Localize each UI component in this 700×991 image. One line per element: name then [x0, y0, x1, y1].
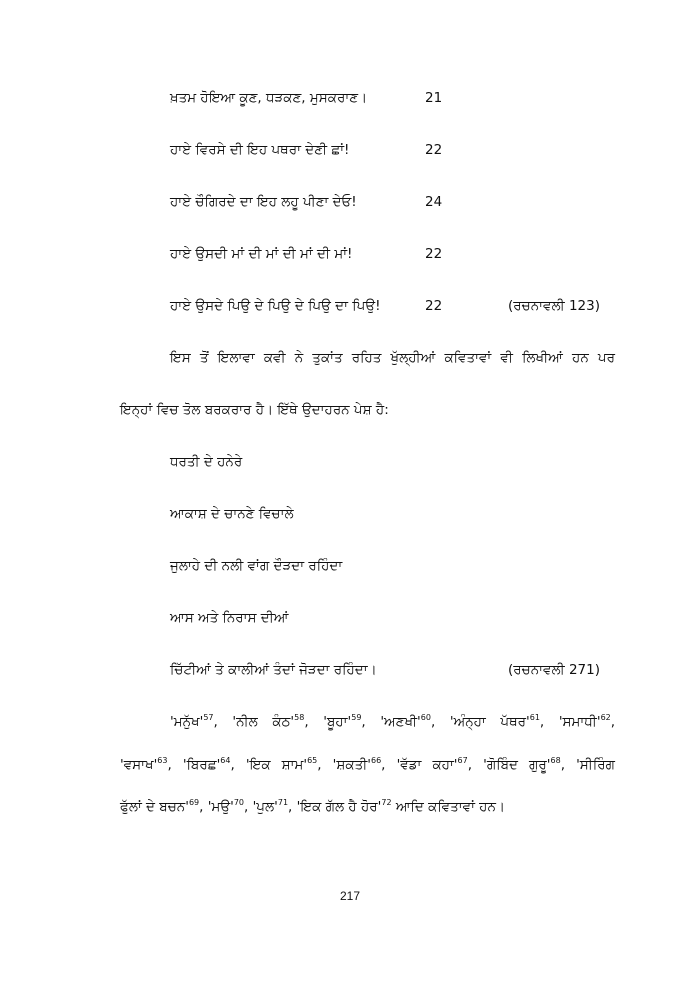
poem-title: 'ਬੂਹਾ' — [323, 714, 352, 730]
separator: , — [539, 714, 545, 730]
poem-title: 'ਸ਼ਕਤੀ' — [332, 757, 371, 773]
footnote-ref[interactable]: 72 — [381, 798, 392, 807]
footnote-ref[interactable]: 57 — [203, 713, 214, 722]
poem-title: 'ਨੀਲ ਕੰਠ' — [232, 714, 295, 730]
paragraph-line: ਇਸ ਤੋਂ ਇਲਾਵਾ ਕਵੀ ਨੇ ਤੁਕਾਂਤ ਰਹਿਤ ਖੁੱਲ੍ਹੀਆਂ ਕਵਿਤਾਵਾਂ ਵੀ ਲਿਖੀਆਂ ਹਨ ਪਰ — [170, 350, 615, 366]
citation: (ਰਚਨਾਵਲੀ 271) — [508, 662, 601, 678]
poem-line: ਆਕਾਸ਼ ਦੇ ਚਾਨਣੇ ਵਿਚਾਲੇ — [170, 506, 294, 522]
separator: , — [467, 757, 473, 773]
poem-title: 'ਗੋਬਿੰਦ ਗੁਰੂ' — [483, 757, 551, 773]
footnote-ref[interactable]: 58 — [294, 713, 305, 722]
separator: , — [213, 714, 218, 730]
footnote-ref[interactable]: 65 — [307, 756, 318, 765]
poem-line: ਖ਼ਤਮ ਹੋਇਆ ਕੂਣ, ਧੜਕਣ, ਮੁਸਕਰਾਣ। — [170, 90, 368, 106]
separator: , — [430, 714, 436, 730]
poem-title: 'ਅੰਨ੍ਹਾ ਪੱਥਰ' — [449, 714, 530, 730]
closing-text: ਆਦਿ ਕਵਿਤਾਵਾਂ ਹਨ। — [395, 799, 506, 815]
separator: , — [244, 799, 249, 815]
footnote-ref[interactable]: 63 — [157, 756, 168, 765]
footnote-ref[interactable]: 69 — [188, 798, 200, 807]
footnote-ref[interactable]: 66 — [370, 756, 382, 765]
syllable-count: 22 — [425, 298, 443, 314]
poem-line: ਆਸ ਅਤੇ ਨਿਰਾਸ ਦੀਆਂ — [170, 610, 289, 626]
separator: , — [381, 757, 386, 773]
poem-title: 'ਬਿਰਛ' — [182, 757, 221, 773]
separator: , — [288, 799, 293, 815]
footnote-ref[interactable]: 68 — [550, 756, 561, 765]
page-number: 217 — [339, 889, 361, 903]
separator: , — [199, 799, 204, 815]
paragraph-line — [120, 797, 505, 817]
footnote-ref[interactable]: 59 — [351, 713, 362, 722]
poem-title: 'ਅਣਖੀ' — [380, 714, 421, 730]
poem-title: 'ਪੁਲ' — [252, 799, 278, 815]
footnote-ref[interactable]: 71 — [277, 798, 289, 807]
poem-line: ਜੁਲਾਹੇ ਦੀ ਨਲੀ ਵਾਂਗ ਦੌੜਦਾ ਰਹਿੰਦਾ — [170, 558, 343, 574]
poem-title: 'ਮਉ' — [207, 799, 234, 815]
poem-title: 'ਵਸਾਖ' — [120, 757, 158, 773]
poem-title: 'ਵੱਡਾ ਕਹਾ' — [396, 757, 458, 773]
separator: , — [560, 757, 565, 773]
syllable-count: 22 — [425, 246, 443, 262]
poem-title-part: 'ਸੀਰਿੰਗ — [576, 757, 615, 773]
paragraph-line — [120, 755, 615, 775]
poem-title: 'ਸਮਾਧੀ' — [558, 714, 601, 730]
poem-title: 'ਇਕ ਸ਼ਾਮ' — [245, 757, 308, 773]
footnote-ref[interactable]: 62 — [600, 713, 611, 722]
separator: , — [167, 757, 172, 773]
separator: , — [230, 757, 235, 773]
footnote-ref[interactable]: 64 — [220, 756, 231, 765]
syllable-count: 21 — [425, 90, 443, 106]
poem-line: ਧਰਤੀ ਦੇ ਹਨੇਰੇ — [170, 454, 243, 470]
separator: , — [304, 714, 309, 730]
syllable-count: 24 — [425, 194, 443, 210]
poem-line: ਹਾਏ ਚੌਗਿਰਦੇ ਦਾ ਇਹ ਲਹੂ ਪੀਣਾ ਦੇਓ! — [170, 194, 357, 210]
footnote-ref[interactable]: 70 — [233, 798, 244, 807]
poem-line: ਹਾਏ ਉਸਦੇ ਪਿਉ ਦੇ ਪਿਉ ਦੇ ਪਿਉ ਦਾ ਪਿਉ! — [170, 298, 381, 314]
syllable-count: 22 — [425, 142, 443, 158]
poem-line: ਹਾਏ ਉਸਦੀ ਮਾਂ ਦੀ ਮਾਂ ਦੀ ਮਾਂ ਦੀ ਮਾਂ! — [170, 246, 353, 262]
citation: (ਰਚਨਾਵਲੀ 123) — [508, 298, 601, 314]
paragraph-line: ਇਨ੍ਹਾਂ ਵਿਚ ਤੋਲ ਬਰਕਰਾਰ ਹੈ। ਇੱਥੇ ਉਦਾਹਰਨ ਪੇਸ਼ ਹੈ: — [120, 402, 389, 418]
poem-line: ਹਾਏ ਵਿਰਸੇ ਦੀ ਇਹ ਪਥਰਾ ਦੇਣੀ ਛਾਂ! — [170, 142, 350, 158]
separator: , — [361, 714, 366, 730]
separator: , — [317, 757, 322, 773]
footnote-ref[interactable]: 67 — [457, 756, 468, 765]
footnote-ref[interactable]: 60 — [420, 713, 431, 722]
poem-title-part: ਫੁੱਲਾਂ ਦੇ ਬਚਨ' — [120, 799, 189, 815]
paragraph-line — [170, 712, 615, 732]
poem-title: 'ਮਨੁੱਖ' — [170, 714, 204, 730]
footnote-ref[interactable]: 61 — [529, 713, 540, 722]
poem-line: ਚਿੱਟੀਆਂ ਤੇ ਕਾਲੀਆਂ ਤੰਦਾਂ ਜੋੜਦਾ ਰਹਿੰਦਾ। — [170, 662, 377, 678]
separator: , — [610, 714, 616, 730]
poem-title: 'ਇਕ ਗੱਲ ਹੈ ਹੋਰ' — [296, 799, 382, 815]
